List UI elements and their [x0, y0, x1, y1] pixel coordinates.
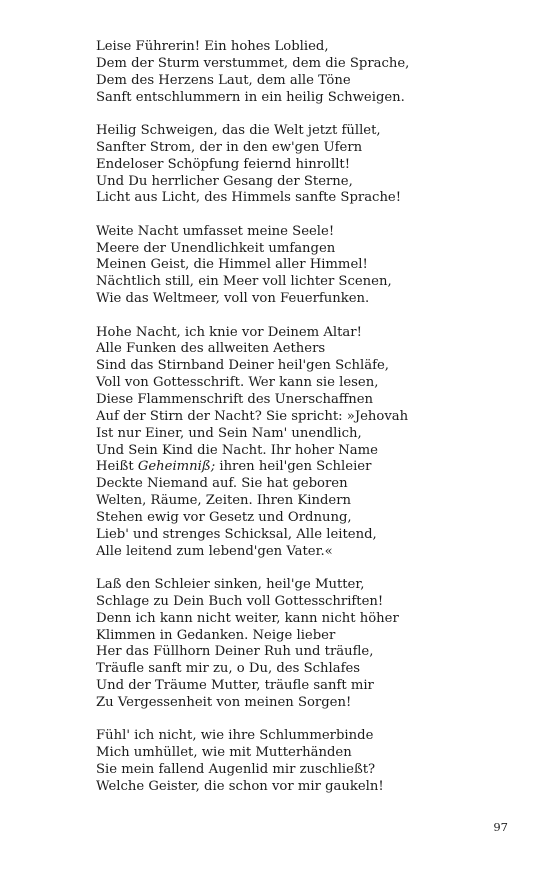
poem-line: Sind das Stirnband Deiner heil'gen Schläfe, — [96, 358, 389, 374]
poem-line: Auf der Stirn der Nacht? Sie spricht: »Jehovah — [96, 408, 409, 424]
poem-line: Und Sein Kind die Nacht. Ihr hoher Name — [96, 442, 378, 458]
poem-line: Hohe Nacht, ich knie vor Deinem Altar! — [96, 324, 362, 340]
page-number: 97 — [493, 820, 508, 834]
poem-line: Meinen Geist, die Himmel aller Himmel! — [96, 257, 368, 273]
poem-line: Weite Nacht umfasset meine Seele! — [96, 223, 335, 239]
poem-line: Und Du herrlicher Gesang der Sterne, — [96, 173, 353, 189]
poem-line: Sanft entschlummern in ein heilig Schweigen. — [96, 89, 405, 105]
poem-line: Wie das Weltmeer, voll von Feuerfunken. — [96, 291, 370, 307]
poem-text — [96, 39, 516, 812]
poem-line: Sie mein fallend Augenlid mir zuschließt? — [96, 762, 376, 778]
stanza-6 — [96, 728, 516, 795]
poem-line: Heilig Schweigen, das die Welt jetzt füllet, — [96, 122, 381, 138]
poem-line: Laß den Schleier sinken, heil'ge Mutter, — [96, 577, 365, 592]
italic-word-geheimniss: Geheimniß; — [137, 459, 216, 475]
poem-line: Welche Geister, die schon vor mir gaukeln! — [96, 778, 384, 794]
poem-line: Mich umhüllet, wie mit Mutterhänden — [96, 745, 352, 761]
poem-line: Alle leitend zum lebend'gen Vater.« — [96, 543, 333, 559]
stanza-3 — [96, 224, 516, 308]
poem-line: Welten, Räume, Zeiten. Ihren Kindern — [96, 493, 352, 509]
poem-line-with-italic — [96, 459, 516, 476]
poem-line: Leise Führerin! Ein hohes Loblied, — [96, 39, 329, 54]
poem-line: Ist nur Einer, und Sein Nam' unendlich, — [96, 425, 362, 441]
poem-line: Deckte Niemand auf. Sie hat geboren — [96, 476, 348, 492]
poem-line: Stehen ewig vor Gesetz und Ordnung, — [96, 509, 352, 525]
poem-line: Meere der Unendlichkeit umfangen — [96, 240, 336, 256]
poem-line: Voll von Gottesschrift. Wer kann sie lesen, — [96, 375, 379, 391]
line-text-after: ihren heil'gen Schleier — [215, 459, 372, 475]
poem-line: Nächtlich still, ein Meer voll lichter Scenen, — [96, 274, 392, 290]
poem-line: Schlage zu Dein Buch voll Gottesschriften! — [96, 593, 384, 609]
poem-line: Fühl' ich nicht, wie ihre Schlummerbinde — [96, 728, 374, 744]
poem-line: Klimmen in Gedanken. Neige lieber — [96, 627, 336, 643]
stanza-5 — [96, 577, 516, 712]
poem-line: Dem des Herzens Laut, dem alle Töne — [96, 72, 351, 88]
poem-line: Und der Träume Mutter, träufle sanft mir — [96, 678, 374, 694]
poem-line: Dem der Sturm verstummet, dem die Sprache, — [96, 55, 410, 71]
stanza-1 — [96, 39, 516, 106]
poem-line: Alle Funken des allweiten Aethers — [96, 341, 326, 357]
poem-line: Sanfter Strom, der in den ew'gen Ufern — [96, 139, 363, 155]
poem-line: Endeloser Schöpfung feiernd hinrollt! — [96, 156, 351, 172]
poem-line: Zu Vergessenheit von meinen Sorgen! — [96, 694, 352, 710]
poem-line: Träufle sanft mir zu, o Du, des Schlafes — [96, 661, 361, 677]
poem-line: Her das Füllhorn Deiner Ruh und träufle, — [96, 644, 374, 660]
poem-line: Diese Flammenschrift des Unerschaffnen — [96, 391, 374, 407]
poem-line: Licht aus Licht, des Himmels sanfte Sprache! — [96, 190, 402, 206]
stanza-2 — [96, 123, 516, 207]
poem-line: Denn ich kann nicht weiter, kann nicht höher — [96, 610, 399, 626]
poem-line: Lieb' und strenges Schicksal, Alle leitend, — [96, 526, 377, 542]
stanza-4 — [96, 325, 516, 561]
line-text-before: Heißt — [96, 459, 138, 475]
